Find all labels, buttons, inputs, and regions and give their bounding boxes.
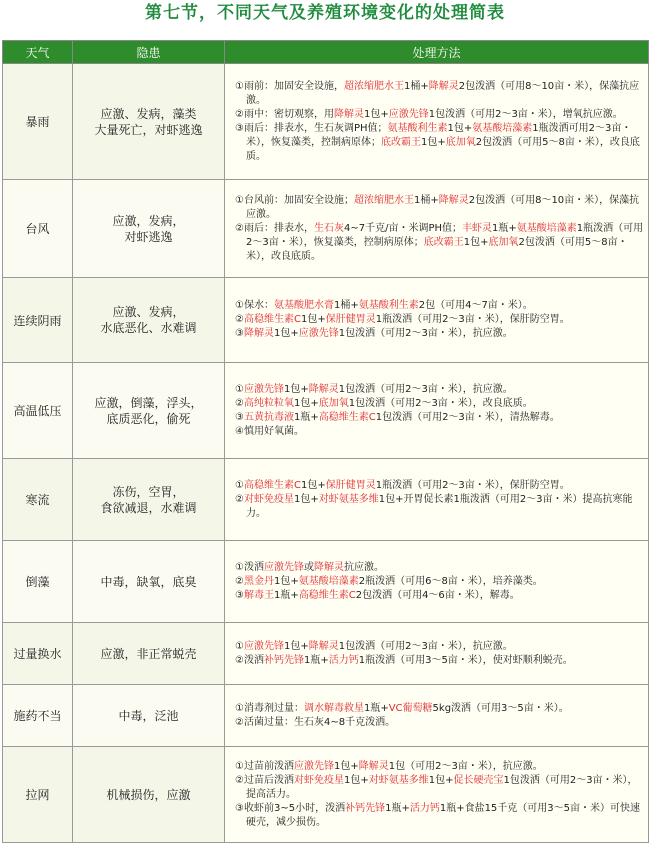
method-text: 2包泼洒（可用4～6亩・米），解毒。 (355, 589, 520, 601)
method-line (235, 411, 644, 425)
risk-cell (73, 278, 225, 363)
product-name: 应激先锋 (243, 640, 284, 652)
table-row (3, 541, 649, 623)
product-name: 活力钙 (409, 802, 440, 814)
method-text: ①保水： (235, 300, 274, 311)
method-line (235, 108, 644, 122)
method-text: 1包+ (300, 314, 326, 325)
product-name: 超浓缩肥水王 (343, 80, 404, 92)
method-line (235, 194, 644, 222)
product-name: 解毒王 (243, 589, 274, 601)
method-text: 1瓶+ (273, 589, 299, 601)
weather-cell: 暴雨 (3, 64, 73, 180)
method-text: 2包（可用4～7亩・米）。 (418, 300, 533, 311)
weather-cell: 寒流 (3, 459, 73, 541)
method-text: 1瓶+ (363, 702, 389, 714)
weather-cell: 高温低压 (3, 363, 73, 459)
risk-cell (73, 623, 225, 685)
product-name: VC葡萄糖 (388, 702, 433, 714)
product-name: 氨基酸利生素 (358, 300, 419, 311)
product-name: 降解灵 (243, 328, 274, 339)
method-text: 1瓶泼洒（可用2～3亩・米），保肝防空胃。 (375, 314, 570, 325)
risk-cell (73, 180, 225, 278)
method-cell (225, 541, 649, 623)
method-text: 1包+ (273, 575, 299, 587)
method-line (235, 654, 644, 668)
product-name: 五黄抗毒液 (243, 411, 294, 423)
product-name: 对虾氨基多维 (318, 493, 379, 505)
product-name: 底加氧 (318, 397, 349, 409)
method-text: ③ (235, 411, 244, 423)
risk-line: 大量死亡，对虾逃逸 (94, 122, 203, 137)
method-text: 1包（可用2～3亩・米），抗应激。 (388, 760, 543, 772)
method-text: 2包泼洒（可用8～10亩・米），保藻抗应激。 (246, 80, 640, 106)
product-name: 降解灵 (308, 640, 339, 652)
table-row (3, 363, 649, 459)
method-line (235, 774, 644, 802)
method-text: ④慎用好氧菌。 (235, 425, 304, 437)
method-text: 1包泼洒（可用2～3亩・米），清热解毒。 (375, 411, 560, 423)
method-text: 1包+ (363, 108, 389, 120)
risk-line: 冻伤，空胃， (112, 484, 185, 499)
method-text: 1瓶泼洒可用2～3亩・米），恢复藻类，控制病原体； (246, 122, 632, 148)
method-text: 1包+开胃促长素1瓶泼洒（可用2～3亩・米）提高抗寒能力。 (246, 493, 633, 519)
product-name: 氨基酸培藻素 (472, 122, 533, 134)
method-line (235, 383, 644, 397)
product-name: 应激先锋 (263, 561, 304, 573)
risk-line: 水底恶化、水难调 (100, 321, 197, 335)
method-text: ①消毒剂过量： (235, 702, 304, 714)
method-cell (225, 747, 649, 843)
product-name: 超浓缩肥水王 (353, 194, 414, 206)
header-weather: 天气 (3, 41, 73, 64)
product-name: 高稳维生素C (243, 479, 301, 491)
method-text: ①台风前：加固安全设施； (235, 194, 354, 206)
method-text: ③ (235, 589, 244, 601)
product-name: 高纯粒粒氧 (243, 397, 294, 409)
method-text: ② (235, 314, 244, 325)
method-text: ①过苗前泼洒 (235, 760, 294, 772)
risk-line: 对虾逃逸 (124, 229, 173, 244)
method-text: 1瓶+ (492, 222, 517, 234)
risk-line: 中毒，缺氧，底臭 (100, 574, 197, 589)
method-text: ②过苗后泼洒 (235, 774, 294, 786)
method-text: ②雨中：密切观察，用 (235, 108, 334, 120)
method-text: 1瓶+ (293, 411, 319, 423)
table-row (3, 180, 649, 278)
method-text: 1包+ (447, 122, 473, 134)
method-text: ①泼洒 (235, 561, 264, 573)
product-name: 氨基酸肥水膏 (273, 300, 334, 311)
method-text: 1包+ (273, 328, 299, 339)
method-text: ③ (235, 328, 244, 339)
product-name: 保肝健胃灵 (325, 479, 376, 491)
table-row (3, 623, 649, 685)
product-name: 降解灵 (308, 383, 339, 395)
risk-line: 中毒，泛池 (118, 708, 179, 723)
product-name: 底加氧 (488, 236, 519, 248)
product-name: 黑金丹 (243, 575, 274, 587)
product-name: 促长硬壳宝 (453, 774, 504, 786)
method-text: 1包+ (293, 397, 319, 409)
method-line (235, 716, 644, 730)
product-name: 丰虾灵 (462, 222, 492, 234)
risk-cell (73, 541, 225, 623)
risk-cell (73, 459, 225, 541)
product-name: 底改霸王 (423, 236, 464, 248)
method-text: 1包泼洒（可用2～3亩・米），增氧抗应激。 (428, 108, 623, 120)
product-name: 对虾免疫星 (293, 774, 344, 786)
weather-cell: 倒藻 (3, 541, 73, 623)
method-text: ① (235, 479, 244, 491)
method-text: 1瓶+食盐15千克（可用3～5亩・米）可快速硬壳，减少损伤。 (246, 802, 641, 828)
product-name: 应激先锋 (298, 328, 339, 339)
method-line (235, 561, 644, 575)
method-line (235, 222, 644, 264)
method-cell (225, 459, 649, 541)
method-text: 1包+ (300, 479, 326, 491)
weather-cell: 过量换水 (3, 623, 73, 685)
risk-line: 应激、发病，藻类 (100, 106, 197, 121)
method-cell (225, 278, 649, 363)
table-row (3, 747, 649, 843)
method-line (235, 760, 644, 774)
table-row (3, 685, 649, 747)
risk-line: 应激，发病， (112, 213, 185, 228)
risk-cell (73, 747, 225, 843)
method-text: 1包泼洒（可用2～3亩・米），抗应激。 (338, 383, 513, 395)
method-line (235, 397, 644, 411)
method-text: 1瓶泼洒（可用2～3亩・米），保肝防空胃。 (375, 479, 570, 491)
method-line (235, 479, 644, 493)
product-name: 降解灵 (313, 561, 344, 573)
method-text: 1瓶+ (385, 802, 410, 814)
method-text: 1瓶泼洒（可用2～3亩・米），恢复藻类，控制病原体； (246, 222, 644, 248)
product-name: 保肝健胃灵 (325, 314, 376, 325)
method-cell (225, 623, 649, 685)
table-body (3, 64, 649, 843)
risk-line: 应激，非正常蜕壳 (100, 646, 197, 661)
product-name: 应激先锋 (293, 760, 334, 772)
method-line (235, 702, 644, 716)
risk-line: 机械损伤，应激 (106, 787, 191, 802)
header-risk: 隐患 (73, 41, 225, 64)
method-text: 抗应激。 (343, 561, 384, 573)
table-row (3, 459, 649, 541)
risk-cell (73, 685, 225, 747)
product-name: 高稳维生素C (243, 314, 301, 325)
method-text: ① (235, 383, 244, 395)
product-name: 氨基酸培藻素 (516, 222, 577, 234)
method-text: 1瓶+ (303, 654, 329, 666)
method-line (235, 122, 644, 164)
method-text: 4~7千克/亩・米调PH值； (343, 222, 462, 234)
method-text: 1包+ (333, 760, 359, 772)
method-text: 或 (303, 561, 314, 573)
method-line (235, 299, 644, 313)
method-cell (225, 685, 649, 747)
weather-cell: 台风 (3, 180, 73, 278)
method-text: 1包+ (428, 774, 454, 786)
product-name: 活力钙 (328, 654, 359, 666)
method-text: 5kg泼洒（可用3～5亩・米）。 (432, 702, 569, 714)
method-cell (225, 180, 649, 278)
header-method: 处理方法 (225, 41, 649, 64)
risk-line: 底质恶化，偷死 (106, 411, 191, 426)
table-row (3, 278, 649, 363)
method-text: 1包泼洒（可用2～3亩・米），提高活力。 (246, 774, 638, 800)
method-line (235, 425, 644, 439)
method-line (235, 327, 644, 341)
weather-cell: 施药不当 (3, 685, 73, 747)
product-name: 高稳维生素C (298, 589, 356, 601)
method-cell (225, 363, 649, 459)
method-text: 2包泼洒（可用5～8亩・米），改良底质。 (246, 136, 640, 162)
product-name: 对虾免疫星 (243, 493, 294, 505)
product-name: 补钙先锋 (345, 802, 386, 814)
page-title: 第七节，不同天气及养殖环境变化的处理简表 (145, 3, 505, 23)
method-text: ②活菌过量：生石灰4~8千克泼洒。 (235, 716, 396, 728)
method-text: 1包+ (293, 493, 319, 505)
table-row (3, 64, 649, 180)
method-text: 1包+ (421, 136, 446, 148)
weather-cell: 连续阴雨 (3, 278, 73, 363)
method-text: ② (235, 575, 244, 587)
method-text: 2瓶泼洒（可用6～8亩・米），培养藻类。 (358, 575, 543, 587)
method-text: ③雨后：排表水，生石灰调PH值； (235, 122, 388, 134)
product-name: 应激先锋 (243, 383, 284, 395)
method-text: 1包+ (343, 774, 369, 786)
risk-line: 食欲减退，水难调 (100, 500, 197, 515)
method-text: ①雨前：加固安全设施， (235, 80, 344, 92)
product-name: 应激先锋 (388, 108, 429, 120)
product-name: 降解灵 (333, 108, 364, 120)
method-text: ② (235, 397, 244, 409)
product-name: 降解灵 (358, 760, 389, 772)
method-text: 1桶+ (333, 300, 359, 311)
product-name: 调水解毒救星 (303, 702, 364, 714)
product-name: 降解灵 (438, 194, 469, 206)
method-line (235, 640, 644, 654)
method-text: 1包泼洒（可用2～3亩・米），抗应激。 (338, 640, 513, 652)
table-header-row (3, 41, 649, 64)
weather-cell: 拉网 (3, 747, 73, 843)
method-text: 1包+ (283, 383, 309, 395)
method-text: ① (235, 640, 244, 652)
risk-line: 应激、发病， (112, 305, 185, 319)
method-text: ②泼洒 (235, 654, 264, 666)
method-text: ③收虾前3~5小时，泼洒 (235, 802, 346, 814)
method-text: 1桶+ (403, 80, 429, 92)
method-line (235, 313, 644, 327)
product-name: 对虾氨基多维 (368, 774, 429, 786)
method-line (235, 589, 644, 603)
method-text: ② (235, 493, 244, 505)
method-text: ②雨后：排表水， (235, 222, 314, 234)
risk-cell (73, 64, 225, 180)
method-line (235, 802, 644, 830)
method-text: 1包+ (283, 640, 309, 652)
product-name: 底改霸王 (381, 136, 421, 148)
method-cell (225, 64, 649, 180)
method-text: 1瓶泼洒（可用3～5亩・米），使对虾顺利蜕壳。 (358, 654, 573, 666)
product-name: 底加氧 (445, 136, 476, 148)
method-text: 1包+ (463, 236, 489, 248)
method-text: 1包泼洒（可用2～3亩・米），抗应激。 (338, 328, 513, 339)
risk-cell (73, 363, 225, 459)
method-line (235, 575, 644, 589)
method-text: 2包泼洒（可用5～8亩・米），改良底质。 (246, 236, 628, 262)
risk-line: 应激，倒藻，浮头， (94, 395, 203, 410)
product-name: 氨基酸培藻素 (298, 575, 359, 587)
method-line (235, 493, 644, 521)
method-text: 1包泼洒（可用2～3亩・米），改良底质。 (348, 397, 533, 409)
method-line (235, 80, 644, 108)
treatment-table (2, 40, 649, 843)
product-name: 降解灵 (428, 80, 459, 92)
product-name: 氨基酸利生素 (387, 122, 448, 134)
method-text: 2包泼洒（可用8～10亩・米），保藻抗应激。 (246, 194, 640, 220)
product-name: 生石灰 (313, 222, 344, 234)
product-name: 补钙先锋 (263, 654, 304, 666)
product-name: 高稳维生素C (318, 411, 376, 423)
method-text: 1桶+ (413, 194, 439, 206)
